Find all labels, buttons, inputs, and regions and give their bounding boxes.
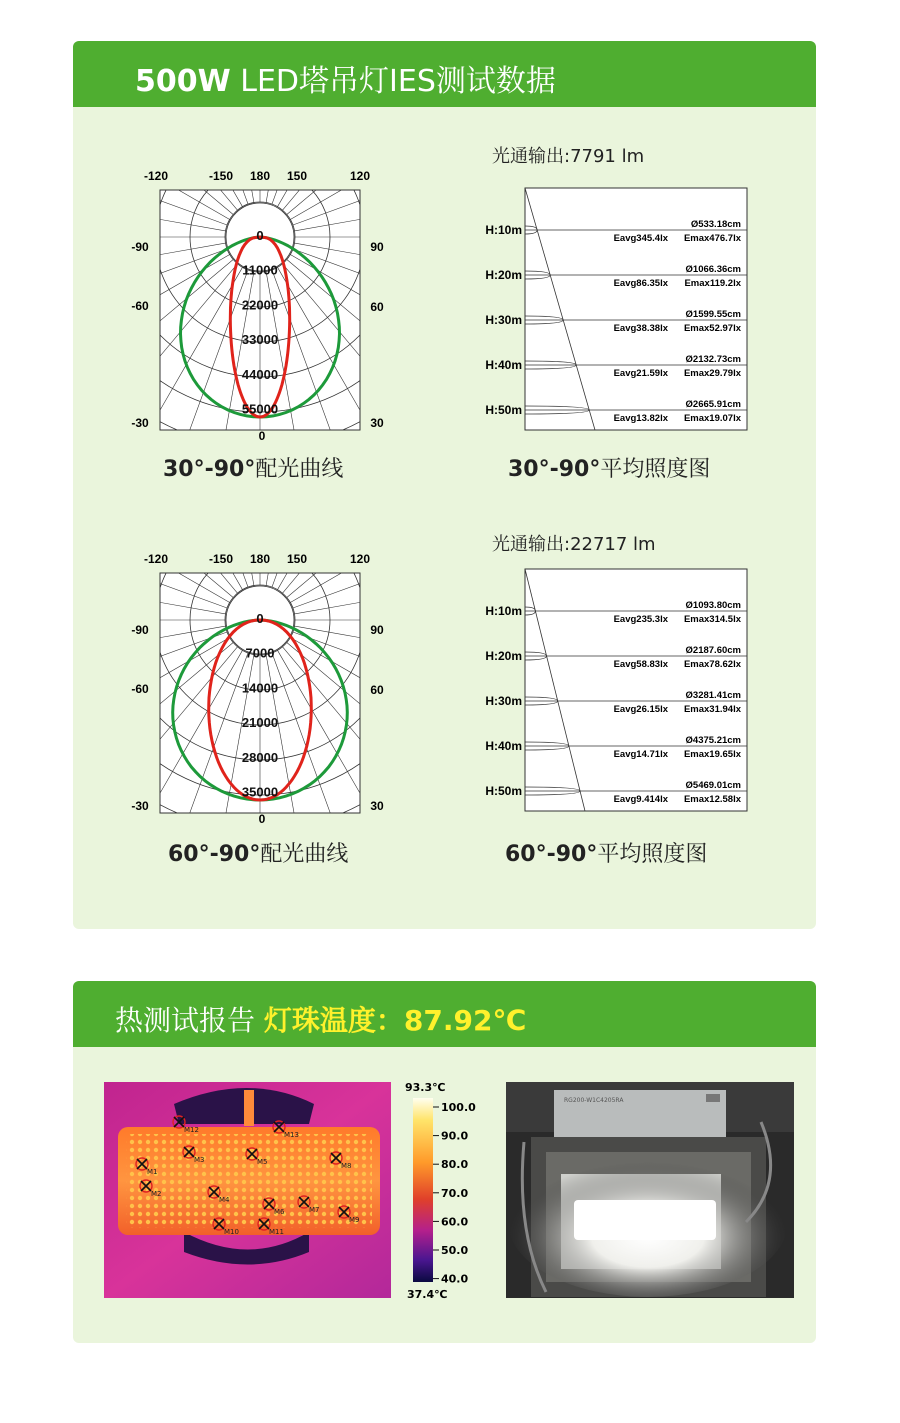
caption-text: 平均照度图 (597, 842, 708, 867)
height-label: H:30m (485, 694, 522, 708)
emax-label: Emax29.79lx (683, 368, 741, 379)
scale-min-label: 37.4℃ (407, 1288, 448, 1301)
height-label: H:50m (485, 403, 522, 417)
marker-label: M13 (284, 1131, 299, 1139)
caption-angle: 30°-90° (163, 457, 256, 482)
angle-label: -60 (131, 682, 149, 696)
emax-label: Emax52.97lx (683, 323, 741, 334)
luminous-flux-output: 光通输出:22717 lm (492, 534, 656, 555)
angle-label: 90 (370, 240, 384, 254)
marker-label: M9 (349, 1216, 360, 1224)
emax-label: Emax314.5lx (683, 614, 741, 625)
eavg-label: Eavg58.83lx (613, 659, 668, 670)
angle-label: 30 (370, 799, 384, 813)
iso-caption (508, 452, 710, 483)
radial-value-label: 21000 (241, 715, 279, 731)
emax-label: Emax119.2lx (684, 278, 741, 289)
curve-caption (163, 452, 343, 483)
scale-tick-label: 70.0 (441, 1186, 469, 1200)
marker-label: M11 (269, 1228, 284, 1236)
angle-label: 150 (286, 169, 308, 183)
marker-label: M8 (341, 1162, 352, 1170)
scale-tick-label: 50.0 (441, 1244, 469, 1257)
scale-tick-label: 90.0 (441, 1129, 469, 1143)
angle-label: 60 (370, 683, 384, 697)
angle-label: 180 (249, 552, 271, 566)
eavg-label: Eavg345.4lx (613, 233, 668, 244)
eavg-label: Eavg21.59lx (613, 368, 668, 379)
radial-value-label: 22000 (241, 297, 279, 313)
diameter-label: Ø1093.80cm (685, 600, 741, 611)
marker-label: M10 (224, 1228, 239, 1236)
light-distribution-curve-60-90 (125, 543, 395, 833)
marker-label: M12 (184, 1126, 199, 1134)
scale-tick-label: 100.0 (441, 1101, 476, 1114)
angle-label: -90 (131, 240, 149, 254)
caption-angle: 60°-90° (168, 842, 261, 867)
marker-label: M5 (257, 1158, 268, 1166)
ies-panel-header (73, 41, 816, 107)
emax-label: Emax19.65lx (683, 749, 741, 760)
angle-label: 120 (349, 552, 371, 566)
height-label: H:50m (485, 784, 522, 798)
angle-label: 150 (286, 552, 308, 566)
radial-value-label: 44000 (241, 366, 279, 382)
diameter-label: Ø1066.36cm (685, 264, 741, 275)
height-label: H:40m (485, 739, 522, 753)
emax-label: Emax476.7lx (683, 233, 741, 244)
angle-label: -60 (131, 299, 149, 313)
eavg-label: Eavg14.71lx (613, 749, 668, 760)
scale-tick-label: 60.0 (441, 1215, 469, 1229)
angle-label: -90 (131, 623, 149, 637)
angle-label: 180 (249, 169, 271, 183)
marker-label: M2 (151, 1190, 162, 1198)
average-illuminance-chart-30-90 (475, 185, 755, 435)
marker-label: M3 (194, 1156, 205, 1164)
marker-label: M4 (219, 1196, 230, 1204)
title-text: 热测试报告 (115, 1004, 264, 1037)
caption-angle: 60°-90° (505, 842, 598, 867)
angle-label: 30 (370, 416, 384, 430)
diameter-label: Ø2665.91cm (685, 399, 741, 410)
diameter-label: Ø3281.41cm (685, 690, 741, 701)
eavg-label: Eavg235.3lx (613, 614, 668, 625)
radial-value-label: 0 (256, 611, 264, 626)
thermal-image (104, 1082, 391, 1298)
angle-label: -30 (131, 416, 149, 430)
height-label: H:10m (485, 604, 522, 618)
curve-caption (168, 837, 348, 868)
title-wattage: 500W (135, 64, 231, 99)
diameter-label: Ø1599.55cm (685, 309, 741, 320)
radial-value-label: 55000 (241, 401, 279, 417)
height-label: H:30m (485, 313, 522, 327)
radial-value-label: 28000 (241, 749, 279, 765)
angle-label: 90 (370, 623, 384, 637)
radial-value-label: 33000 (241, 332, 279, 348)
title-text: LED塔吊灯IES测试数据 (230, 64, 556, 99)
driver-label-text: RG200-W1C4205RA (564, 1097, 624, 1104)
thermal-panel-header (73, 981, 816, 1047)
average-illuminance-chart-60-90 (475, 566, 755, 816)
caption-text: 配光曲线 (260, 842, 349, 867)
lamp-test-photo (506, 1082, 794, 1298)
height-label: H:20m (485, 268, 522, 282)
angle-label: -150 (208, 169, 234, 183)
diameter-label: Ø5469.01cm (685, 780, 741, 791)
diameter-label: Ø533.18cm (690, 219, 741, 230)
iso-caption (505, 837, 707, 868)
luminous-flux-output: 光通输出:7791 lm (492, 146, 645, 167)
angle-label: -150 (208, 552, 234, 566)
diameter-label: Ø2132.73cm (685, 354, 741, 365)
caption-text: 平均照度图 (600, 457, 711, 482)
angle-label: -120 (143, 552, 169, 566)
marker-label: M6 (274, 1208, 285, 1216)
light-distribution-curve-30-90 (125, 160, 395, 450)
bead-temperature: 灯珠温度：87.92℃ (263, 1004, 527, 1037)
eavg-label: Eavg26.15lx (613, 704, 668, 715)
eavg-label: Eavg9.414lx (613, 794, 668, 805)
radial-value-label: 7000 (245, 645, 275, 661)
height-label: H:40m (485, 358, 522, 372)
temperature-color-scale (404, 1079, 494, 1301)
marker-label: M1 (147, 1168, 158, 1176)
scale-max-label: 93.3℃ (405, 1081, 446, 1094)
height-label: H:20m (485, 649, 522, 663)
radial-value-label: 11000 (242, 262, 278, 278)
caption-angle: 30°-90° (508, 457, 601, 482)
angle-label: -30 (131, 799, 149, 813)
marker-label: M7 (309, 1206, 320, 1214)
emax-label: Emax19.07lx (683, 413, 741, 424)
thermal-panel-title (115, 999, 526, 1039)
ies-panel-title (135, 56, 556, 100)
radial-value-label: 0 (256, 228, 264, 243)
diameter-label: Ø4375.21cm (685, 735, 741, 746)
angle-label: 0 (258, 812, 266, 826)
emax-label: Emax12.58lx (683, 794, 741, 805)
emax-label: Emax78.62lx (683, 659, 741, 670)
scale-tick-label: 80.0 (441, 1158, 469, 1172)
angle-label: 60 (370, 300, 384, 314)
scale-tick-label: 40.0 (441, 1272, 469, 1286)
eavg-label: Eavg38.38lx (613, 323, 668, 334)
angle-label: 120 (349, 169, 371, 183)
angle-label: 0 (258, 429, 266, 443)
caption-text: 配光曲线 (255, 457, 344, 482)
emax-label: Emax31.94lx (683, 704, 741, 715)
radial-value-label: 35000 (241, 784, 279, 800)
angle-label: -120 (143, 169, 169, 183)
radial-value-label: 14000 (241, 680, 279, 696)
height-label: H:10m (485, 223, 522, 237)
eavg-label: Eavg13.82lx (613, 413, 668, 424)
diameter-label: Ø2187.60cm (685, 645, 741, 656)
eavg-label: Eavg86.35lx (613, 278, 668, 289)
